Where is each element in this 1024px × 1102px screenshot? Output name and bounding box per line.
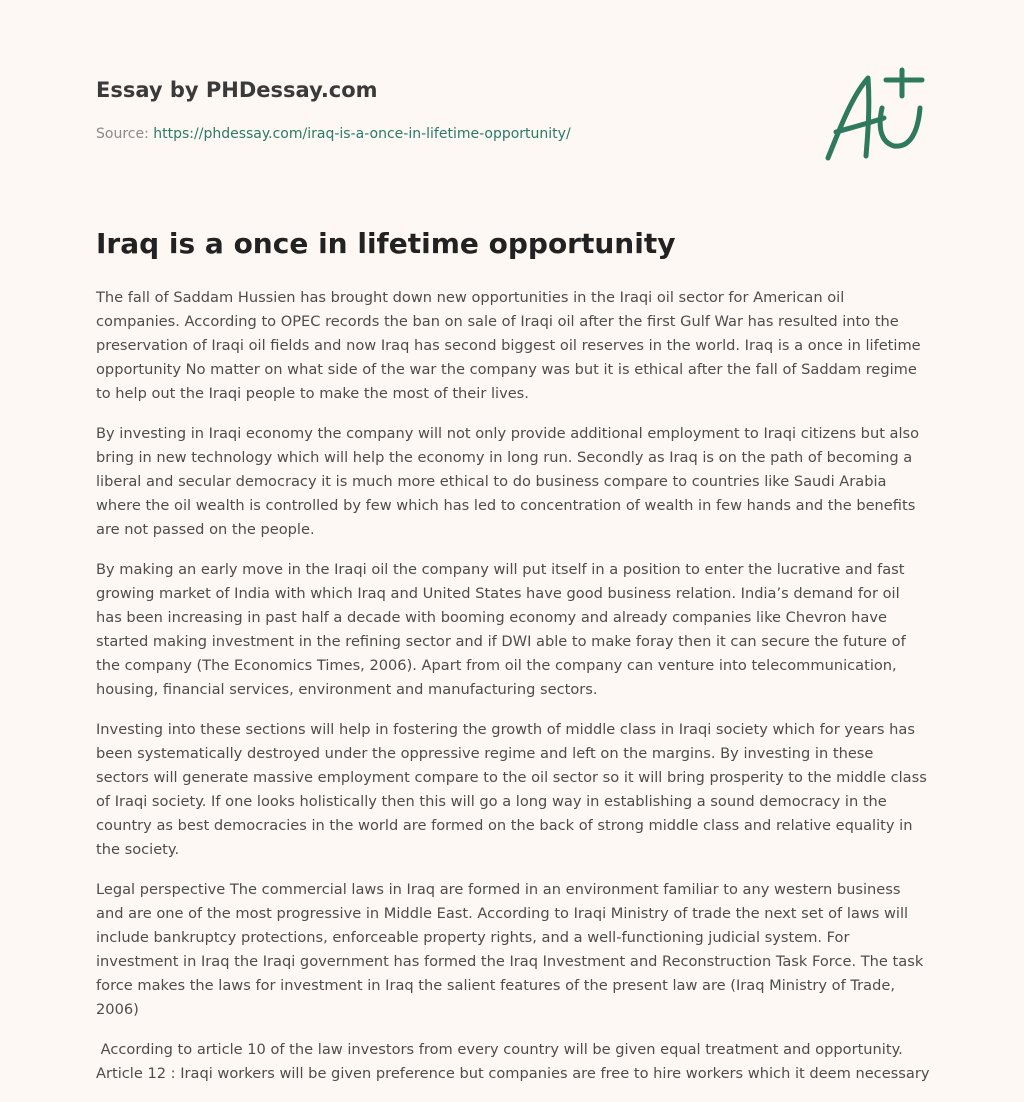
essay-paragraph: Legal perspective The commercial laws in Iraq are formed in an environment familiar to any western business and are one of the most progressive in Middle East. According to Iraqi Ministry of trade the next set of laws will include bankruptcy protections, enforceable property rights, and a well-functioning judicial system. For investment in Iraq the Iraqi government has formed the Iraq Investment and Reconstruction Task Force. The task force makes the laws for investment in Iraq the salient features of the present law are (Iraq Ministry of Trade, 2006) bbox=[96, 881, 924, 1018]
essay-body bbox=[96, 222, 930, 1102]
essay-paragraph: Investing into these sections will help in fostering the growth of middle class in Iraqi society which for years has been systematically destroyed under the oppressive regime and left on the margins. By investing in these sectors will generate massive employment compare to the oil sector so it will bring prosperity to the middle class of Iraqi society. If one looks holistically then this will go a long way in establishing a sound democracy in the country as best democracies in the world are formed on the back of strong middle class and relative equality in the society. bbox=[96, 721, 927, 858]
essay-paragraph: According to article 10 of the law investors from every country will be given equal treatment and opportunity. Article 12 : Iraqi workers will be given preference but companies are free to hire workers which it deem necessary bbox=[96, 1041, 930, 1082]
site-title: Essay by PHDessay.com bbox=[96, 78, 378, 102]
essay-paragraph: By making an early move in the Iraqi oil the company will put itself in a position to enter the lucrative and fast growing market of India with which Iraq and United States have good business relation. India’s demand for oil has been increasing in past half a decade with booming economy and already companies like Chevron have started making investment in the refining sector and if DWI able to make foray then it can secure the future of the company (The Economics Times, 2006). Apart from oil the company can venture into telecommunication, housing, financial services, environment and manufacturing sectors. bbox=[96, 561, 906, 698]
essay-paragraph: By investing in Iraqi economy the company will not only provide additional employment to Iraqi citizens but also bring in new technology which will help the economy in long run. Secondly as Iraq is on the path of becoming a liberal and secular democracy it is much more ethical to do business compare to countries like Saudi Arabia where the oil wealth is controlled by few which has led to concentration of wealth in few hands and the benefits are not passed on the people. bbox=[96, 425, 920, 538]
source-label: Source: bbox=[96, 126, 149, 142]
essay-header bbox=[96, 76, 796, 144]
source-line bbox=[96, 124, 796, 144]
a-plus-logo-icon bbox=[822, 66, 926, 164]
source-link[interactable]: https://phdessay.com/iraq-is-a-once-in-lifetime-opportunity/ bbox=[153, 126, 571, 142]
essay-title: Iraq is a once in lifetime opportunity bbox=[96, 227, 676, 260]
essay-paragraph: The fall of Saddam Hussien has brought down new opportunities in the Iraqi oil sector for American oil companies. According to OPEC records the ban on sale of Iraqi oil after the first Gulf War has resulted into the preservation of Iraqi oil fields and now Iraq has second biggest oil reserves in the world. Iraq is a once in lifetime opportunity No matter on what side of the war the company was but it is ethical after the fall of Saddam regime to help out the Iraqi people to make the most of their lives. bbox=[96, 289, 921, 402]
